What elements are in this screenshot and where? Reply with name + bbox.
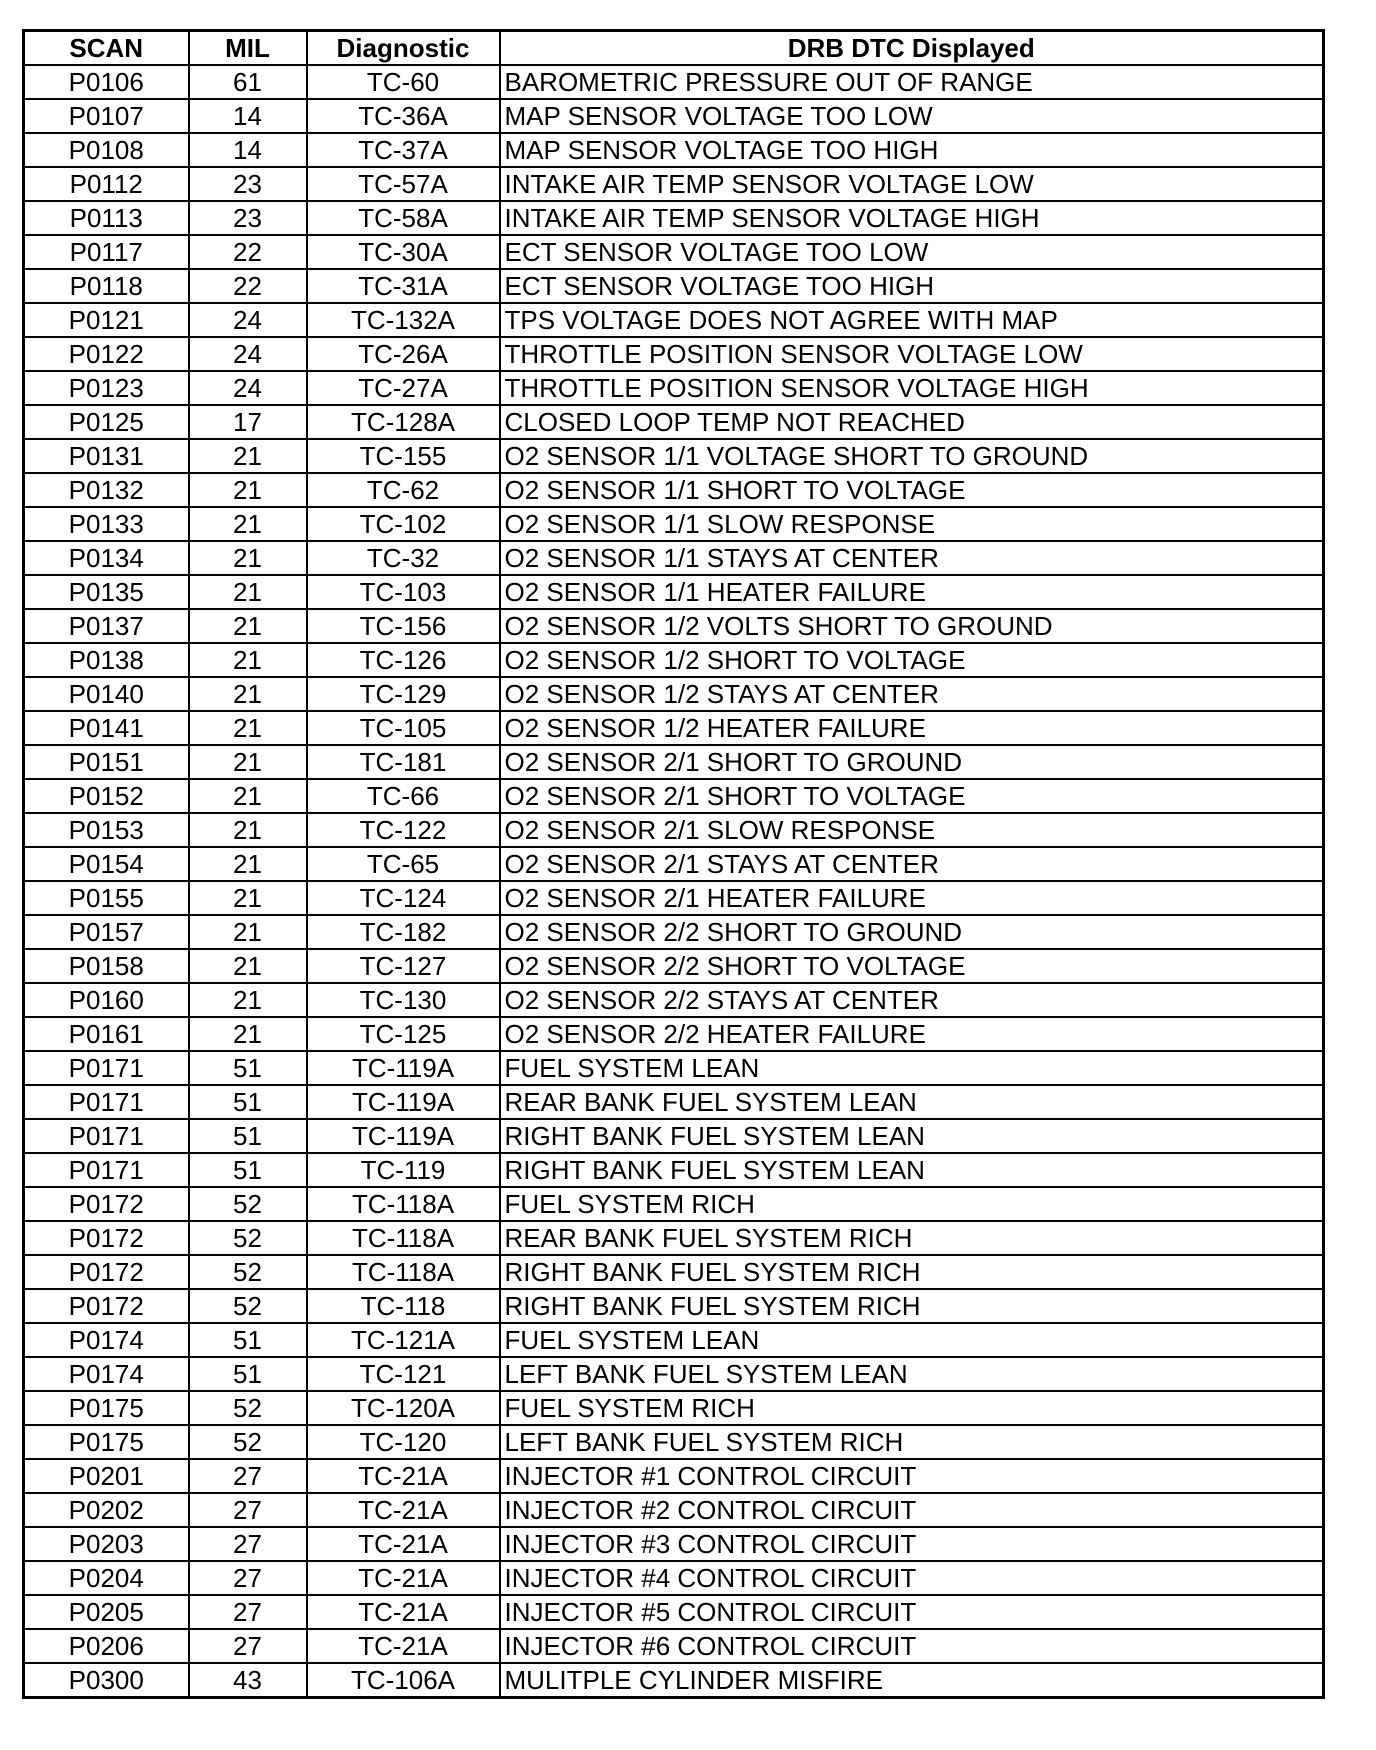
table-row [24, 303, 1324, 337]
drb-dtc-cell: ECT SENSOR VOLTAGE TOO LOW [500, 235, 1324, 269]
mil-code-cell: 52 [189, 1187, 307, 1221]
mil-code-cell: 61 [189, 65, 307, 99]
table-row [24, 1425, 1324, 1459]
table-row [24, 1221, 1324, 1255]
mil-code-cell: 43 [189, 1663, 307, 1698]
mil-code-cell: 51 [189, 1357, 307, 1391]
table-row [24, 1663, 1324, 1698]
table-row [24, 1051, 1324, 1085]
mil-code-cell: 27 [189, 1527, 307, 1561]
diagnostic-cell: TC-21A [307, 1493, 500, 1527]
diagnostic-cell: TC-129 [307, 677, 500, 711]
scan-code-cell: P0113 [24, 201, 189, 235]
drb-dtc-cell: O2 SENSOR 1/1 SLOW RESPONSE [500, 507, 1324, 541]
scan-code-cell: P0106 [24, 65, 189, 99]
scan-code-cell: P0107 [24, 99, 189, 133]
scan-code-cell: P0121 [24, 303, 189, 337]
table-row [24, 1595, 1324, 1629]
table-row [24, 1153, 1324, 1187]
scan-code-cell: P0172 [24, 1187, 189, 1221]
diagnostic-cell: TC-62 [307, 473, 500, 507]
drb-dtc-cell: INJECTOR #6 CONTROL CIRCUIT [500, 1629, 1324, 1663]
mil-code-cell: 52 [189, 1255, 307, 1289]
mil-code-cell: 14 [189, 99, 307, 133]
scan-code-cell: P0152 [24, 779, 189, 813]
drb-dtc-cell: REAR BANK FUEL SYSTEM RICH [500, 1221, 1324, 1255]
diagnostic-cell: TC-119 [307, 1153, 500, 1187]
drb-dtc-cell: LEFT BANK FUEL SYSTEM RICH [500, 1425, 1324, 1459]
drb-dtc-cell: INTAKE AIR TEMP SENSOR VOLTAGE HIGH [500, 201, 1324, 235]
mil-code-cell: 27 [189, 1561, 307, 1595]
drb-dtc-cell: RIGHT BANK FUEL SYSTEM LEAN [500, 1153, 1324, 1187]
scan-code-cell: P0172 [24, 1255, 189, 1289]
diagnostic-cell: TC-30A [307, 235, 500, 269]
table-row [24, 609, 1324, 643]
table-row [24, 813, 1324, 847]
drb-dtc-cell: O2 SENSOR 1/2 STAYS AT CENTER [500, 677, 1324, 711]
mil-code-cell: 21 [189, 609, 307, 643]
diagnostic-cell: TC-26A [307, 337, 500, 371]
mil-code-cell: 22 [189, 235, 307, 269]
scan-code-cell: P0135 [24, 575, 189, 609]
mil-code-cell: 24 [189, 337, 307, 371]
drb-dtc-cell: FUEL SYSTEM LEAN [500, 1051, 1324, 1085]
diagnostic-cell: TC-60 [307, 65, 500, 99]
mil-code-cell: 21 [189, 983, 307, 1017]
mil-code-cell: 27 [189, 1629, 307, 1663]
mil-code-cell: 27 [189, 1459, 307, 1493]
mil-code-cell: 14 [189, 133, 307, 167]
drb-dtc-cell: O2 SENSOR 1/1 HEATER FAILURE [500, 575, 1324, 609]
table-row [24, 337, 1324, 371]
table-row [24, 1561, 1324, 1595]
scan-code-cell: P0141 [24, 711, 189, 745]
header-diagnostic: Diagnostic [307, 31, 500, 66]
diagnostic-cell: TC-124 [307, 881, 500, 915]
scan-code-cell: P0134 [24, 541, 189, 575]
diagnostic-cell: TC-32 [307, 541, 500, 575]
table-row [24, 99, 1324, 133]
table-row [24, 1527, 1324, 1561]
table-row [24, 1459, 1324, 1493]
mil-code-cell: 51 [189, 1119, 307, 1153]
diagnostic-cell: TC-120A [307, 1391, 500, 1425]
table-row [24, 949, 1324, 983]
drb-dtc-cell: RIGHT BANK FUEL SYSTEM RICH [500, 1289, 1324, 1323]
drb-dtc-cell: O2 SENSOR 1/2 VOLTS SHORT TO GROUND [500, 609, 1324, 643]
scan-code-cell: P0138 [24, 643, 189, 677]
table-row [24, 541, 1324, 575]
scan-code-cell: P0155 [24, 881, 189, 915]
table-row [24, 269, 1324, 303]
diagnostic-cell: TC-21A [307, 1629, 500, 1663]
diagnostic-cell: TC-21A [307, 1459, 500, 1493]
scan-code-cell: P0132 [24, 473, 189, 507]
table-row [24, 507, 1324, 541]
scan-code-cell: P0171 [24, 1085, 189, 1119]
mil-code-cell: 21 [189, 915, 307, 949]
table-row [24, 1119, 1324, 1153]
drb-dtc-cell: INJECTOR #5 CONTROL CIRCUIT [500, 1595, 1324, 1629]
drb-dtc-cell: INJECTOR #3 CONTROL CIRCUIT [500, 1527, 1324, 1561]
diagnostic-cell: TC-65 [307, 847, 500, 881]
mil-code-cell: 21 [189, 847, 307, 881]
table-row [24, 1323, 1324, 1357]
table-row [24, 1085, 1324, 1119]
mil-code-cell: 21 [189, 507, 307, 541]
table-row [24, 405, 1324, 439]
table-row [24, 1017, 1324, 1051]
drb-dtc-cell: THROTTLE POSITION SENSOR VOLTAGE HIGH [500, 371, 1324, 405]
diagnostic-cell: TC-130 [307, 983, 500, 1017]
mil-code-cell: 51 [189, 1323, 307, 1357]
table-row [24, 745, 1324, 779]
table-row [24, 575, 1324, 609]
drb-dtc-cell: O2 SENSOR 1/1 VOLTAGE SHORT TO GROUND [500, 439, 1324, 473]
diagnostic-cell: TC-119A [307, 1085, 500, 1119]
drb-dtc-cell: O2 SENSOR 1/2 SHORT TO VOLTAGE [500, 643, 1324, 677]
scan-code-cell: P0112 [24, 167, 189, 201]
drb-dtc-cell: MULITPLE CYLINDER MISFIRE [500, 1663, 1324, 1698]
scan-code-cell: P0161 [24, 1017, 189, 1051]
scan-code-cell: P0172 [24, 1289, 189, 1323]
table-row [24, 133, 1324, 167]
diagnostic-cell: TC-181 [307, 745, 500, 779]
mil-code-cell: 21 [189, 779, 307, 813]
mil-code-cell: 27 [189, 1493, 307, 1527]
mil-code-cell: 21 [189, 949, 307, 983]
dtc-table [22, 29, 1325, 1699]
diagnostic-cell: TC-36A [307, 99, 500, 133]
mil-code-cell: 23 [189, 201, 307, 235]
diagnostic-cell: TC-66 [307, 779, 500, 813]
drb-dtc-cell: LEFT BANK FUEL SYSTEM LEAN [500, 1357, 1324, 1391]
scan-code-cell: P0206 [24, 1629, 189, 1663]
drb-dtc-cell: O2 SENSOR 2/1 STAYS AT CENTER [500, 847, 1324, 881]
diagnostic-cell: TC-156 [307, 609, 500, 643]
mil-code-cell: 21 [189, 745, 307, 779]
drb-dtc-cell: O2 SENSOR 1/1 STAYS AT CENTER [500, 541, 1324, 575]
header-drb-dtc-displayed: DRB DTC Displayed [500, 31, 1324, 66]
scan-code-cell: P0205 [24, 1595, 189, 1629]
table-row [24, 1391, 1324, 1425]
table-row [24, 881, 1324, 915]
drb-dtc-cell: INJECTOR #4 CONTROL CIRCUIT [500, 1561, 1324, 1595]
scan-code-cell: P0117 [24, 235, 189, 269]
table-row [24, 235, 1324, 269]
diagnostic-cell: TC-106A [307, 1663, 500, 1698]
scan-code-cell: P0157 [24, 915, 189, 949]
scan-code-cell: P0171 [24, 1119, 189, 1153]
drb-dtc-cell: O2 SENSOR 2/1 SLOW RESPONSE [500, 813, 1324, 847]
drb-dtc-cell: O2 SENSOR 1/1 SHORT TO VOLTAGE [500, 473, 1324, 507]
drb-dtc-cell: CLOSED LOOP TEMP NOT REACHED [500, 405, 1324, 439]
drb-dtc-cell: FUEL SYSTEM LEAN [500, 1323, 1324, 1357]
diagnostic-cell: TC-31A [307, 269, 500, 303]
scan-code-cell: P0108 [24, 133, 189, 167]
scan-code-cell: P0172 [24, 1221, 189, 1255]
mil-code-cell: 24 [189, 303, 307, 337]
scan-code-cell: P0171 [24, 1051, 189, 1085]
mil-code-cell: 23 [189, 167, 307, 201]
drb-dtc-cell: ECT SENSOR VOLTAGE TOO HIGH [500, 269, 1324, 303]
mil-code-cell: 21 [189, 575, 307, 609]
diagnostic-cell: TC-120 [307, 1425, 500, 1459]
diagnostic-cell: TC-102 [307, 507, 500, 541]
table-row [24, 711, 1324, 745]
diagnostic-cell: TC-21A [307, 1561, 500, 1595]
diagnostic-cell: TC-121 [307, 1357, 500, 1391]
drb-dtc-cell: O2 SENSOR 2/2 SHORT TO VOLTAGE [500, 949, 1324, 983]
diagnostic-cell: TC-118 [307, 1289, 500, 1323]
mil-code-cell: 17 [189, 405, 307, 439]
scan-code-cell: P0125 [24, 405, 189, 439]
mil-code-cell: 21 [189, 1017, 307, 1051]
drb-dtc-cell: MAP SENSOR VOLTAGE TOO HIGH [500, 133, 1324, 167]
scan-code-cell: P0140 [24, 677, 189, 711]
table-row [24, 473, 1324, 507]
diagnostic-cell: TC-122 [307, 813, 500, 847]
drb-dtc-cell: O2 SENSOR 1/2 HEATER FAILURE [500, 711, 1324, 745]
table-row [24, 1629, 1324, 1663]
diagnostic-cell: TC-21A [307, 1595, 500, 1629]
table-row [24, 1255, 1324, 1289]
scan-code-cell: P0175 [24, 1391, 189, 1425]
scan-code-cell: P0171 [24, 1153, 189, 1187]
drb-dtc-cell: TPS VOLTAGE DOES NOT AGREE WITH MAP [500, 303, 1324, 337]
scan-code-cell: P0118 [24, 269, 189, 303]
diagnostic-cell: TC-118A [307, 1187, 500, 1221]
scan-code-cell: P0204 [24, 1561, 189, 1595]
drb-dtc-cell: REAR BANK FUEL SYSTEM LEAN [500, 1085, 1324, 1119]
scan-code-cell: P0300 [24, 1663, 189, 1698]
mil-code-cell: 21 [189, 677, 307, 711]
table-row [24, 65, 1324, 99]
scan-code-cell: P0123 [24, 371, 189, 405]
diagnostic-cell: TC-127 [307, 949, 500, 983]
scan-code-cell: P0151 [24, 745, 189, 779]
mil-code-cell: 21 [189, 711, 307, 745]
scan-code-cell: P0202 [24, 1493, 189, 1527]
mil-code-cell: 52 [189, 1391, 307, 1425]
scan-code-cell: P0153 [24, 813, 189, 847]
mil-code-cell: 51 [189, 1051, 307, 1085]
diagnostic-cell: TC-118A [307, 1255, 500, 1289]
diagnostic-cell: TC-58A [307, 201, 500, 235]
diagnostic-cell: TC-155 [307, 439, 500, 473]
table-row [24, 1289, 1324, 1323]
mil-code-cell: 21 [189, 881, 307, 915]
mil-code-cell: 21 [189, 813, 307, 847]
mil-code-cell: 21 [189, 541, 307, 575]
table-row [24, 167, 1324, 201]
diagnostic-cell: TC-21A [307, 1527, 500, 1561]
scan-code-cell: P0131 [24, 439, 189, 473]
drb-dtc-cell: O2 SENSOR 2/1 HEATER FAILURE [500, 881, 1324, 915]
mil-code-cell: 21 [189, 439, 307, 473]
mil-code-cell: 21 [189, 643, 307, 677]
scan-code-cell: P0175 [24, 1425, 189, 1459]
drb-dtc-cell: INTAKE AIR TEMP SENSOR VOLTAGE LOW [500, 167, 1324, 201]
diagnostic-cell: TC-119A [307, 1119, 500, 1153]
scan-code-cell: P0174 [24, 1323, 189, 1357]
drb-dtc-cell: INJECTOR #2 CONTROL CIRCUIT [500, 1493, 1324, 1527]
drb-dtc-cell: O2 SENSOR 2/1 SHORT TO VOLTAGE [500, 779, 1324, 813]
scan-code-cell: P0201 [24, 1459, 189, 1493]
table-row [24, 439, 1324, 473]
scan-code-cell: P0137 [24, 609, 189, 643]
scan-code-cell: P0154 [24, 847, 189, 881]
drb-dtc-cell: O2 SENSOR 2/2 SHORT TO GROUND [500, 915, 1324, 949]
diagnostic-cell: TC-128A [307, 405, 500, 439]
mil-code-cell: 27 [189, 1595, 307, 1629]
diagnostic-cell: TC-37A [307, 133, 500, 167]
drb-dtc-cell: RIGHT BANK FUEL SYSTEM RICH [500, 1255, 1324, 1289]
diagnostic-cell: TC-57A [307, 167, 500, 201]
diagnostic-cell: TC-126 [307, 643, 500, 677]
drb-dtc-cell: BAROMETRIC PRESSURE OUT OF RANGE [500, 65, 1324, 99]
drb-dtc-cell: INJECTOR #1 CONTROL CIRCUIT [500, 1459, 1324, 1493]
mil-code-cell: 52 [189, 1425, 307, 1459]
mil-code-cell: 52 [189, 1221, 307, 1255]
drb-dtc-cell: O2 SENSOR 2/2 STAYS AT CENTER [500, 983, 1324, 1017]
drb-dtc-cell: O2 SENSOR 2/2 HEATER FAILURE [500, 1017, 1324, 1051]
table-row [24, 371, 1324, 405]
table-row [24, 201, 1324, 235]
scan-code-cell: P0122 [24, 337, 189, 371]
drb-dtc-cell: THROTTLE POSITION SENSOR VOLTAGE LOW [500, 337, 1324, 371]
table-row [24, 1357, 1324, 1391]
scan-code-cell: P0203 [24, 1527, 189, 1561]
table-row [24, 847, 1324, 881]
header-scan: SCAN [24, 31, 189, 66]
scan-code-cell: P0160 [24, 983, 189, 1017]
diagnostic-cell: TC-125 [307, 1017, 500, 1051]
drb-dtc-cell: FUEL SYSTEM RICH [500, 1187, 1324, 1221]
header-mil: MIL [189, 31, 307, 66]
table-row [24, 1187, 1324, 1221]
diagnostic-cell: TC-27A [307, 371, 500, 405]
diagnostic-cell: TC-105 [307, 711, 500, 745]
mil-code-cell: 24 [189, 371, 307, 405]
table-row [24, 983, 1324, 1017]
mil-code-cell: 21 [189, 473, 307, 507]
table-row [24, 677, 1324, 711]
drb-dtc-cell: FUEL SYSTEM RICH [500, 1391, 1324, 1425]
diagnostic-cell: TC-121A [307, 1323, 500, 1357]
drb-dtc-cell: O2 SENSOR 2/1 SHORT TO GROUND [500, 745, 1324, 779]
scan-code-cell: P0133 [24, 507, 189, 541]
diagnostic-cell: TC-182 [307, 915, 500, 949]
header-row [24, 31, 1324, 66]
diagnostic-cell: TC-119A [307, 1051, 500, 1085]
diagnostic-cell: TC-132A [307, 303, 500, 337]
mil-code-cell: 51 [189, 1153, 307, 1187]
diagnostic-cell: TC-118A [307, 1221, 500, 1255]
scan-code-cell: P0174 [24, 1357, 189, 1391]
table-row [24, 643, 1324, 677]
mil-code-cell: 52 [189, 1289, 307, 1323]
table-row [24, 915, 1324, 949]
scan-code-cell: P0158 [24, 949, 189, 983]
drb-dtc-cell: RIGHT BANK FUEL SYSTEM LEAN [500, 1119, 1324, 1153]
drb-dtc-cell: MAP SENSOR VOLTAGE TOO LOW [500, 99, 1324, 133]
mil-code-cell: 51 [189, 1085, 307, 1119]
diagnostic-cell: TC-103 [307, 575, 500, 609]
table-body [24, 65, 1324, 1698]
table-row [24, 1493, 1324, 1527]
table-row [24, 779, 1324, 813]
mil-code-cell: 22 [189, 269, 307, 303]
